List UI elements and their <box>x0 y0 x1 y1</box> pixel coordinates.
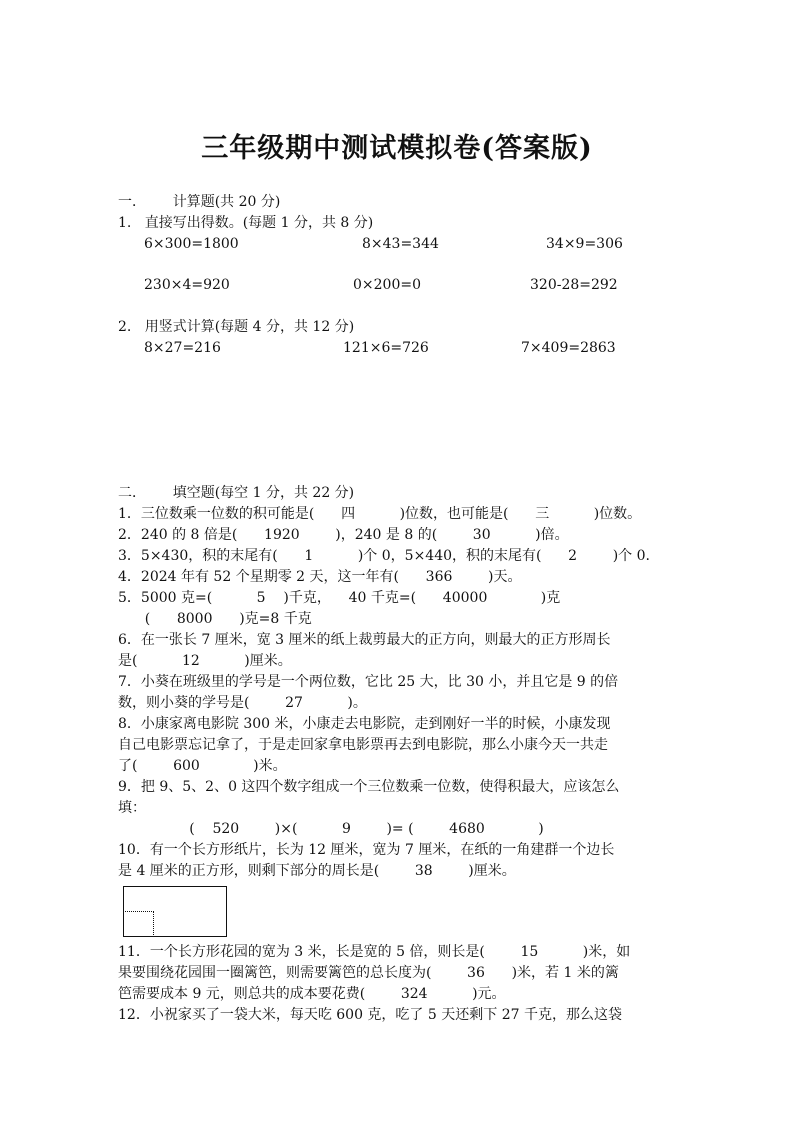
oral-answer-1: 6×300=1800 <box>144 236 239 252</box>
question-heading-vertical: 2. 用竖式计算(每题 4 分，共 12 分) <box>118 319 355 335</box>
oral-answer-6: 320-28=292 <box>530 277 618 293</box>
oral-answer-5: 0×200=0 <box>353 277 421 293</box>
fill-line: 8．小康家离电影院 300 米，小康走去电影院，走到刚好一半的时候，小康发现 <box>118 716 611 732</box>
fill-line: 2．240 的 8 倍是( 1920 )，240 是 8 的( 30 )倍。 <box>118 527 569 543</box>
fill-line: ( 520 )×( 9 )= ( 4680 ) <box>118 821 544 837</box>
fill-line: 10．有一个长方形纸片，长为 12 厘米，宽为 7 厘米，在纸的一角建群一个边长 <box>118 842 615 858</box>
vertical-answer-1: 8×27=216 <box>144 340 221 356</box>
vertical-answer-2: 121×6=726 <box>343 340 429 356</box>
fill-line: 了( 600 )米。 <box>118 758 287 774</box>
oral-answer-2: 8×43=344 <box>362 236 439 252</box>
fill-line: ( 8000 )克=8 千克 <box>118 611 312 627</box>
fill-line: 3．5×430，积的末尾有( 1 )个 0，5×440，积的末尾有( 2 )个 0. <box>118 548 650 564</box>
section-heading-calculation: 一． 计算题(共 20 分) <box>118 194 281 210</box>
fill-line: 是( 12 )厘米。 <box>118 653 292 669</box>
vertical-answer-3: 7×409=2863 <box>521 340 616 356</box>
fill-line: 自己电影票忘记拿了，于是走回家拿电影票再去到电影院，那么小康今天一共走 <box>118 737 608 753</box>
section-heading-fill-blank: 二． 填空题(每空 1 分，共 22 分) <box>118 485 355 501</box>
fill-line: 5．5000 克=( 5 )千克， 40 千克=( 40000 )克 <box>118 590 561 606</box>
fill-line: 9．把 9、5、2、0 这四个数字组成一个三位数乘一位数，使得积最大，应该怎么 <box>118 779 620 795</box>
oral-answer-4: 230×4=920 <box>144 277 230 293</box>
fill-line: 笆需要成本 9 元，则总共的成本要花费( 324 )元。 <box>118 986 506 1002</box>
rectangle-paper-figure <box>123 886 227 937</box>
fill-line: 果要围绕花园围一圈篱笆，则需要篱笆的总长度为( 36 )米，若 1 米的篱 <box>118 965 619 981</box>
fill-line: 数，则小葵的学号是( 27 )。 <box>118 695 367 711</box>
fill-line: 1．三位数乘一位数的积可能是( 四 )位数，也可能是( 三 )位数。 <box>118 506 642 522</box>
fill-line: 12．小祝家买了一袋大米，每天吃 600 克，吃了 5 天还剩下 27 千克，那么这袋 <box>118 1007 622 1023</box>
fill-line: 是 4 厘米的正方形，则剩下部分的周长是( 38 )厘米。 <box>118 863 516 879</box>
oral-answer-3: 34×9=306 <box>546 236 623 252</box>
cut-square-figure <box>123 911 154 937</box>
fill-line: 填： <box>118 800 146 816</box>
fill-line: 4．2024 年有 52 个星期零 2 天，这一年有( 366 )天。 <box>118 569 522 585</box>
fill-line: 6．在一张长 7 厘米，宽 3 厘米的纸上裁剪最大的正方向，则最大的正方形周长 <box>118 632 611 648</box>
page-title: 三年级期中测试模拟卷(答案版) <box>201 133 593 164</box>
question-heading-oral: 1. 直接写出得数。(每题 1 分，共 8 分) <box>118 215 374 231</box>
fill-line: 7．小葵在班级里的学号是一个两位数，它比 25 大，比 30 小，并且它是 9 的倍 <box>118 674 619 690</box>
fill-line: 11．一个长方形花园的宽为 3 米，长是宽的 5 倍，则长是( 15 )米，如 <box>118 944 631 960</box>
